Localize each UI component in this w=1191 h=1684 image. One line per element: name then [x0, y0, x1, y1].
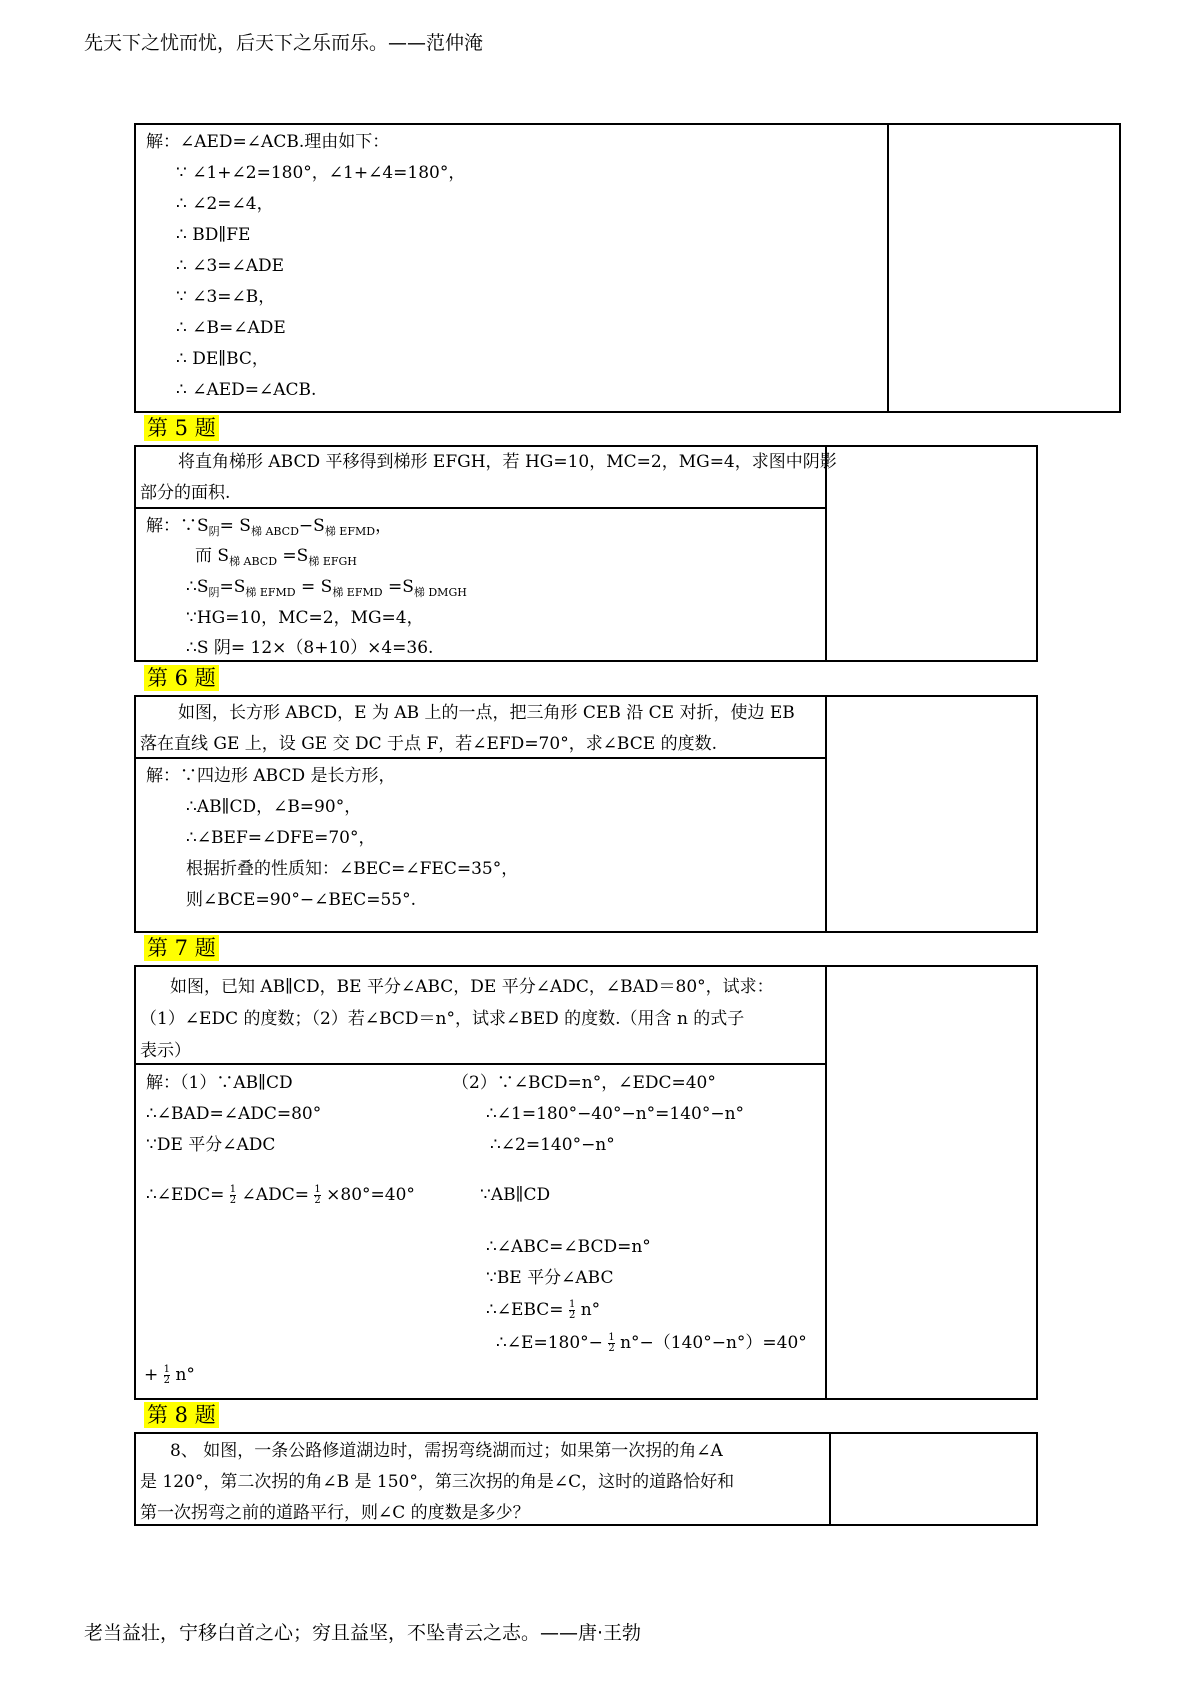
- q6-divider: [825, 695, 827, 933]
- q5-solution-line: ∵HG=10，MC=2，MG=4，: [186, 608, 424, 628]
- q7-right-line: ∴∠2=140°−n°: [490, 1135, 615, 1155]
- q7-right-line: ∴∠E=180°− $\frac{1}{2}$ n°−（140°−n°）=40°: [496, 1332, 807, 1354]
- q4-line: ∴ ∠3=∠ADE: [176, 256, 285, 276]
- q7-left-line: ∵DE 平分∠ADC: [146, 1135, 276, 1155]
- q6-solution-line: 则∠BCE=90°−∠BEC=55°.: [186, 890, 417, 910]
- fraction-half: $\frac{1}{2}$: [314, 1184, 321, 1206]
- q7-problem-line: 表示）: [140, 1041, 191, 1061]
- q7-right-line: ∵BE 平分∠ABC: [486, 1268, 614, 1288]
- q4-line: 解：∠AED=∠ACB.理由如下：: [146, 132, 390, 152]
- q6-label: 第 6 题: [144, 665, 219, 691]
- q5-problem-line: 部分的面积.: [140, 483, 231, 503]
- q8-problem-line: 8、 如图，一条公路修道湖边时，需拐弯绕湖而过；如果第一次拐的角∠A: [170, 1441, 723, 1461]
- q5-solution-line: ∴S 阴= 12×（8+10）×4=36.: [186, 638, 434, 658]
- fraction-half: $\frac{1}{2}$: [568, 1299, 576, 1321]
- q7-right-line: ∴∠ABC=∠BCD=n°: [486, 1237, 651, 1257]
- fraction-half: $\frac{1}{2}$: [163, 1364, 171, 1386]
- q7-left-line: + $\frac{1}{2}$ n°: [144, 1364, 195, 1386]
- q6-problem-line: 如图，长方形 ABCD，E 为 AB 上的一点，把三角形 CEB 沿 CE 对折，使边 EB: [178, 703, 795, 723]
- q8-problem-line: 是 120°，第二次拐的角∠B 是 150°，第三次拐的角是∠C，这时的道路恰好和: [140, 1472, 735, 1492]
- q6-row-divider: [134, 757, 826, 759]
- q7-left-line: ∴∠BAD=∠ADC=80°: [146, 1104, 322, 1124]
- q6-solution-line: 解：∵四边形 ABCD 是长方形，: [146, 766, 396, 786]
- q8-label: 第 8 题: [144, 1402, 219, 1428]
- q4-line: ∴ ∠AED=∠ACB.: [176, 380, 317, 400]
- q5-problem-line: 将直角梯形 ABCD 平移得到梯形 EFGH，若 HG=10，MC=2，MG=4，求图中阴影: [178, 452, 837, 472]
- q5-divider: [825, 445, 827, 662]
- q7-divider: [825, 965, 827, 1400]
- q6-solution-line: ∴AB∥CD，∠B=90°，: [186, 797, 362, 817]
- q7-label: 第 7 题: [144, 935, 219, 961]
- q5-row-divider: [134, 507, 826, 509]
- q6-problem-line: 落在直线 GE 上，设 GE 交 DC 于点 F，若∠EFD=70°，求∠BCE 的度数.: [140, 734, 717, 754]
- q4-line: ∴ BD∥FE: [176, 225, 251, 245]
- q5-solution-line: $\therefore S_阴=S_{梯 EFMD} = S_{梯 EFMD} =S_{梯 DMGH}$: [186, 577, 467, 599]
- fraction-half: $\frac{1}{2}$: [229, 1184, 237, 1206]
- q7-row-divider: [134, 1063, 826, 1065]
- q7-right-line: ∴∠1=180°−40°−n°=140°−n°: [486, 1104, 745, 1124]
- q8-problem-line: 第一次拐弯之前的道路平行，则∠C 的度数是多少？: [140, 1503, 530, 1523]
- q7-left-line: ∴∠EDC= $\frac{1}{2}$ ∠ADC= $\frac{1}{2}$ ×80°=40°: [146, 1184, 415, 1206]
- q4-line: ∴ ∠B=∠ADE: [176, 318, 286, 338]
- q7-right-line: （2）∵∠BCD=n°，∠EDC=40°: [452, 1073, 716, 1093]
- fraction-half: $\frac{1}{2}$: [608, 1332, 615, 1354]
- q4-line: ∴ ∠2=∠4，: [176, 194, 274, 214]
- q7-left-line: 解：（1）∵AB∥CD: [146, 1073, 293, 1093]
- q8-divider: [829, 1432, 831, 1526]
- q6-solution-line: ∴∠BEF=∠DFE=70°，: [186, 828, 376, 848]
- q4-line: ∵ ∠3=∠B，: [176, 287, 276, 307]
- q7-problem-line: 如图，已知 AB∥CD，BE 平分∠ABC，DE 平分∠ADC，∠BAD＝80°，试求：: [170, 977, 774, 997]
- q7-right-line: ∵AB∥CD: [480, 1185, 551, 1205]
- footer-quote: 老当益壮，宁移白首之心；穷且益坚，不坠青云之志。——唐·王勃: [84, 1622, 642, 1644]
- q7-problem-line: （1）∠EDC 的度数；（2）若∠BCD＝n°，试求∠BED 的度数.（用含 n 的式子: [140, 1009, 745, 1029]
- header-quote: 先天下之忧而忧，后天下之乐而乐。——范仲淹: [84, 32, 484, 54]
- q5-label: 第 5 题: [144, 415, 219, 441]
- q5-solution-line: 解：$\because S_阴= S_{梯 ABCD}-S_{梯 EFMD}$，: [146, 516, 393, 538]
- q4-line: ∵ ∠1+∠2=180°，∠1+∠4=180°，: [176, 163, 466, 183]
- q4-divider: [887, 123, 889, 413]
- q5-solution-line: 而 $S_{梯 ABCD} =S_{梯 EFGH}$: [195, 546, 357, 568]
- q6-solution-line: 根据折叠的性质知：∠BEC=∠FEC=35°，: [186, 859, 519, 879]
- q7-right-line: ∴∠EBC= $\frac{1}{2}$ n°: [486, 1299, 601, 1321]
- q4-line: ∴ DE∥BC，: [176, 349, 269, 369]
